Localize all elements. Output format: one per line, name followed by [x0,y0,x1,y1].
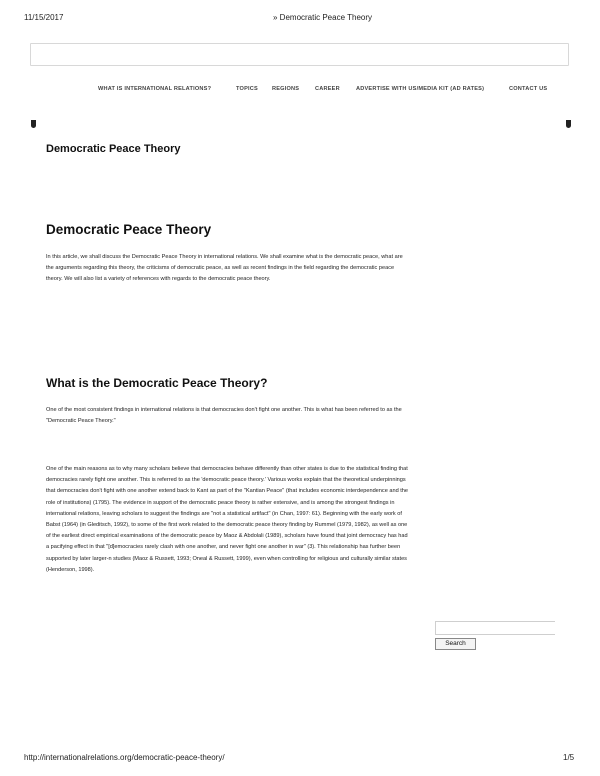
nav-item-what-is-ir[interactable]: WHAT IS INTERNATIONAL RELATIONS? [98,86,212,92]
section-heading: What is the Democratic Peace Theory? [46,376,268,390]
breadcrumb-title: Democratic Peace Theory [46,143,181,155]
search-input[interactable] [435,621,555,635]
main-nav [0,86,600,98]
print-page-title: » Democratic Peace Theory [273,13,373,22]
content-corner-left [31,120,36,128]
section-paragraph-1: One of the most consistent findings in international relations is that democracies don't fight one another. This is what has been referred to as the "Democratic Peace Theory." [46,407,402,425]
page-title: Democratic Peace Theory [46,222,212,237]
content-corner-right [566,120,571,128]
print-url: http://internationalrelations.org/democratic-peace-theory/ [24,753,225,762]
nav-item-career[interactable]: CAREER [315,86,340,92]
section-paragraph-2: One of the main reasons as to why many scholars believe that democracies behave differently than other states is due to the statistical finding that democracies rarely fight one another. This is referred to as the 'democratic peace theory.' Various works explain that the theoretical underpinnings that democracies don't fight with one another extend back to Kant as part of the "Kantian Peace" (that includes economic interdependence and the role of institutions) (1795). The evidence in support of the democratic peace theory is rather extensive, and is among the strongest findings in international relations, leaving scholars to suggest the findings are "not a statistical artifact" (in Chan, 1997: 61). Beginning with the early work of Babst (1964) (in Gleditsch, 1992), to some of the first work related to the democratic peace theory finding by Rummel (1979, 1982), as well as one of the earliest direct empirical examinations of the democratic peace by Maoz & Abdolali (1989), scholars have found that joint democracy has had a pacifying effect in that "[d]emocracies rarely clash with one another, and never fight one another in war" (3). This relationship has further been supported by later larger-n studies (Maoz & Russett, 1993; Oneal & Russett, 1999), even when controlling for religious and culturally similar states (Henderson, 1998). [46,466,409,573]
print-date: 11/15/2017 [24,13,64,22]
nav-item-contact[interactable]: CONTACT US [509,86,548,92]
nav-item-regions[interactable]: REGIONS [272,86,300,92]
search-button[interactable]: Search [435,638,476,650]
nav-item-advertise[interactable]: ADVERTISE WITH US/MEDIA KIT (AD RATES) [356,86,485,92]
nav-item-topics[interactable]: TOPICS [236,86,258,92]
print-page-number: 1/5 [563,753,575,762]
intro-paragraph: In this article, we shall discuss the Democratic Peace Theory in international relations. We shall examine what is the democratic peace, what are the arguments regarding this theory, the criticisms of democratic peace, as well as recent findings in the field regarding the democratic peace theory. We will also list a variety of references with regards to the democratic peace theory. [46,254,403,283]
header-banner [30,43,569,66]
